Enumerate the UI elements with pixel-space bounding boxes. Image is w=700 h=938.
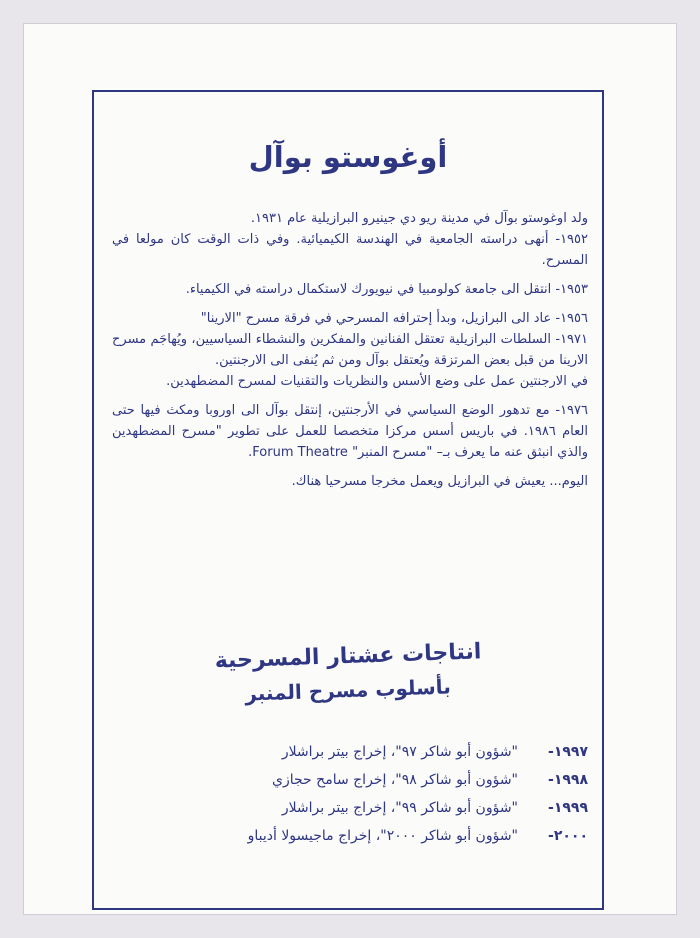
- biography-text: [112, 208, 588, 500]
- production-row: [134, 738, 588, 766]
- bio-paragraph: في الارجنتين عمل على وضع الأسس والنظريات والتقنيات لمسرح المضطهدين.: [166, 374, 588, 389]
- production-row: [134, 822, 588, 850]
- production-row: [134, 794, 588, 822]
- bio-paragraph: ١٩٥٢- أنهى دراسته الجامعية في الهندسة الكيميائية. وفي ذات الوقت كان مولعا في المسرح.: [112, 232, 588, 268]
- productions-list: [134, 738, 588, 850]
- production-title: "شؤون أبو شاكر ٩٧"، إخراج بيتر براشلار: [281, 744, 518, 760]
- content-frame: [92, 90, 604, 910]
- production-title: "شؤون أبو شاكر ٢٠٠٠"، إخراج ماجيسولا أديباو: [247, 828, 518, 844]
- page-title: أوغوستو بوآل: [248, 140, 448, 174]
- production-year: ١٩٩٧-: [548, 744, 588, 760]
- production-title: "شؤون أبو شاكر ٩٩"، إخراج بيتر براشلار: [281, 800, 518, 816]
- bio-paragraph: ولد اوغوستو بوآل في مدينة ريو دي جينيرو البرازيلية عام ١٩٣١.: [250, 211, 588, 226]
- bio-paragraph: ١٩٥٣- انتقل الى جامعة كولومبيا في نيويورك لاستكمال دراسته في الكيمياء.: [185, 282, 588, 297]
- productions-subtitle: بأسلوب مسرح المنبر: [244, 674, 452, 706]
- bio-paragraph: ١٩٧٦- مع تدهور الوضع السياسي في الأرجنتين، إنتقل بوآل الى اوروبا ومكث فيها حتى العام ١٩٨٦. في باريس أسس مركزا متخصصا للعمل على تطوير "مسرح المضطهدين والذي انبثق عنه ما يعرف بـ– "مسرح المنبر" Forum Theatre.: [112, 403, 588, 460]
- bio-paragraph: ١٩٧١- السلطات البرازيلية تعتقل الفنانين والمفكرين والنشطاء السياسيين، ويُهاجَم مسرح الارينا من قبل بعض المرتزقة ويُعتقل بوآل ومن ثم يُنفى الى الارجنتين.: [112, 332, 588, 368]
- production-title: "شؤون أبو شاكر ٩٨"، إخراج سامح حجازي: [272, 772, 518, 788]
- productions-title: انتاجات عشتار المسرحية: [214, 639, 482, 674]
- page-sheet: [24, 24, 676, 914]
- production-year: ١٩٩٨-: [548, 772, 588, 788]
- production-row: [134, 766, 588, 794]
- bio-paragraph: ١٩٥٦- عاد الى البرازيل، وبدأ إحترافه المسرحي في فرقة مسرح "الارينا": [200, 311, 588, 326]
- bio-paragraph: اليوم... يعيش في البرازيل ويعمل مخرجا مسرحيا هناك.: [291, 474, 588, 489]
- production-year: ١٩٩٩-: [548, 800, 588, 816]
- production-year: ٢٠٠٠-: [548, 828, 588, 844]
